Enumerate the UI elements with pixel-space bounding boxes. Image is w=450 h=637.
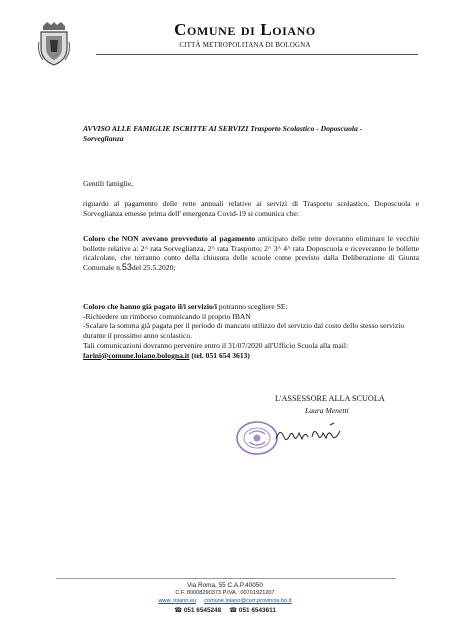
notice-subject-line: Sorveglianza [83, 133, 124, 143]
header-divider [96, 54, 418, 55]
deliberation-number: 53 [121, 262, 132, 273]
unpaid-paragraph [83, 234, 419, 273]
greeting: Gentili famiglie, [83, 179, 134, 188]
school-office-phone: (tel. 051 654 3613) [189, 350, 250, 360]
refund-option: -Richiedere un rimborso comunicando il proprio IBAN [83, 311, 251, 321]
school-office-email-link[interactable]: farini@comune.loiano.bologna.it [83, 350, 190, 360]
footer-fiscal-codes: C.F. 80008290373 P.IVA.: 00701921207 [175, 590, 275, 596]
footer-address: Via Roma, 55 C.A.P.40050 [187, 582, 263, 589]
footer-web-links [0, 598, 450, 604]
municipality-subtitle: CITTÀ METROPOLITANA DI BOLOGNA [179, 42, 311, 49]
footer-phone-1: ☎ 051 6545248 [174, 607, 222, 614]
footer-divider [56, 578, 396, 579]
footer-phones [0, 606, 450, 614]
notice-subject [83, 124, 419, 143]
handwritten-signature-icon [272, 421, 344, 447]
deadline-text: Tali comunicazioni dovranno pervenire entro il 31/07/2020 all'Ufficio Scuola alla mail: [83, 340, 349, 350]
paid-paragraph-lead: Coloro che hanno già pagato il/i servizio/i [83, 302, 218, 311]
notice-subject-line: AVVISO ALLE FAMIGLIE ISCRITTE AI SERVIZI Trasporto Scolastico - Doposcuola - [83, 124, 363, 133]
unpaid-paragraph-date: del 25.5.2020; [131, 263, 176, 273]
signatory-title: L'ASSESSORE ALLA SCUOLA [275, 394, 385, 403]
footer-phone-2: ☎ 051 6543611 [229, 607, 276, 614]
website-link[interactable]: www. loiano.eu [158, 598, 197, 604]
signatory-name: Laura Menetti [305, 406, 349, 415]
deduct-option: -Scalare la somma già pagata per il periodo di mancato utilizzo del servizio dal costo dello stesso servizio durante il prossimo anno scolastico. [83, 321, 405, 341]
municipality-name: Comune di Loiano [174, 20, 316, 39]
paid-paragraph-text: potranno scegliere SE: [217, 302, 288, 311]
unpaid-paragraph-text: anticipato delle rette dovranno eliminare le vecchie bollette relative a: 2^ rata Sorveglianza, 2^ rata Trasporto; 2^ 3^ 4^ rata Doposcuola e riceveranno le bollette ricalcolate, che terranno conto della chiusura delle scuole come previsto dalla Deliberazione di Giunta Comunale n. [83, 234, 420, 273]
municipal-crest-icon [37, 22, 71, 66]
paid-paragraph [83, 302, 419, 360]
intro-paragraph: riguardo al pagamento delle rette annuali relative ai servizi di Trasporto scolastico, Doposcuola e Sorveglianza emesse prima dell' emergenza Covid-19 si comunica che: [83, 199, 419, 218]
pec-email-link[interactable]: comune.loiano@cert.provincia.bo.it [204, 598, 292, 604]
unpaid-paragraph-lead: Coloro che NON avevano provveduto al pagamento [83, 234, 256, 243]
